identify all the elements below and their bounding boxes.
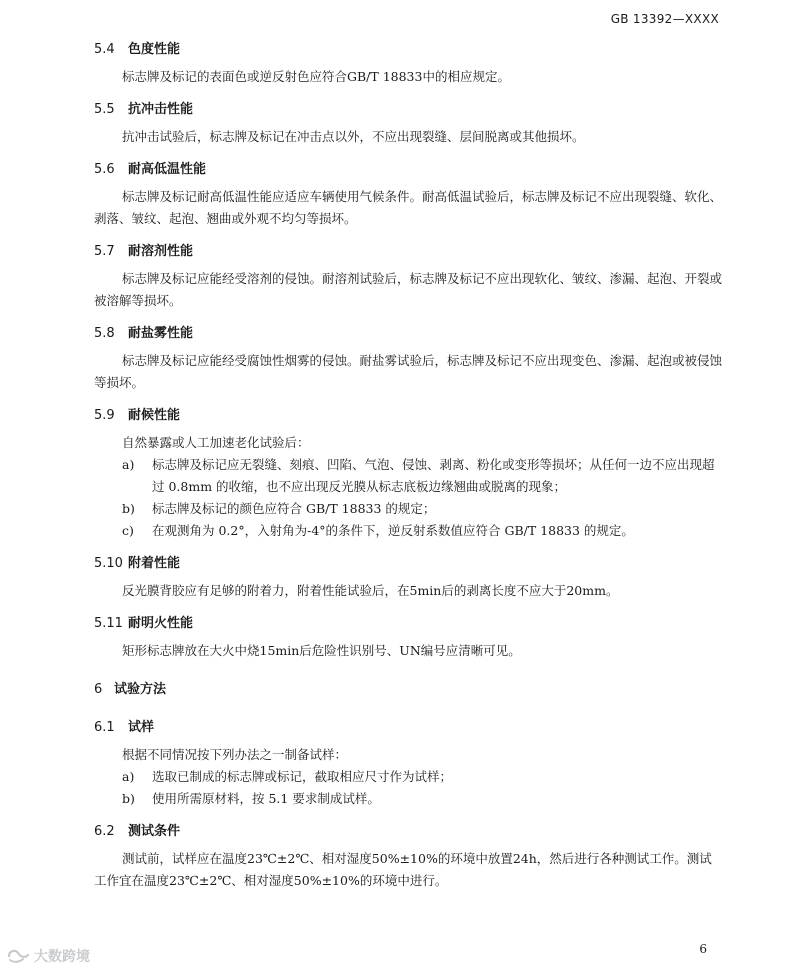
watermark-text: 大数跨境 xyxy=(34,949,90,965)
section-heading-5-4: 5.4 色度性能 xyxy=(94,42,181,57)
section-heading-5-6: 5.6 耐高低温性能 xyxy=(94,162,207,177)
page-number: 6 xyxy=(699,942,707,956)
list-item: a) 标志牌及标记应无裂缝、刻痕、凹陷、气泡、侵蚀、剥离、粉化或变形等损坏；从任何一边不应出现超过 0.8mm 的收缩，也不应出现反光膜从标志底板边缘翘曲或脱离的现象； xyxy=(122,457,715,494)
list-item: b) 使用所需原材料，按 5.1 要求制成试样。 xyxy=(122,791,380,806)
section-heading-5-11: 5.11 耐明火性能 xyxy=(94,616,194,631)
section-heading-6-2: 6.2 测试条件 xyxy=(94,824,181,839)
header-divider xyxy=(92,33,719,34)
section-heading-5-7: 5.7 耐溶剂性能 xyxy=(94,244,194,259)
watermark xyxy=(6,946,90,966)
section-paragraph: 矩形标志牌放在大火中烧15min后危险性识别号、UN编号应清晰可见。 xyxy=(122,643,521,658)
brand-logo-icon xyxy=(6,947,32,965)
section-paragraph: 标志牌及标记应能经受腐蚀性烟雾的侵蚀。耐盐雾试验后，标志牌及标记不应出现变色、渗漏、起泡或被侵蚀等损坏。 xyxy=(94,353,723,390)
standard-code: GB 13392—XXXX xyxy=(610,12,719,26)
section-paragraph: 根据不同情况按下列办法之一制备试样： xyxy=(122,747,348,762)
section-paragraph: 标志牌及标记耐高低温性能应适应车辆使用气候条件。耐高低温试验后，标志牌及标记不应出现裂缝、软化、剥落、皱纹、起泡、翘曲或外观不均匀等损坏。 xyxy=(94,189,723,226)
section-paragraph: 自然暴露或人工加速老化试验后： xyxy=(122,435,310,450)
section-paragraph: 标志牌及标记的表面色或逆反射色应符合GB/T 18833中的相应规定。 xyxy=(122,69,510,84)
chapter-heading-6: 6 试验方法 xyxy=(94,682,167,697)
list-item: b) 标志牌及标记的颜色应符合 GB/T 18833 的规定； xyxy=(122,501,436,516)
section-paragraph: 标志牌及标记应能经受溶剂的侵蚀。耐溶剂试验后，标志牌及标记不应出现软化、皱纹、渗漏、起泡、开裂或被溶解等损坏。 xyxy=(94,271,723,308)
section-heading-6-1: 6.1 试样 xyxy=(94,720,155,735)
list-item: a) 选取已制成的标志牌或标记，截取相应尺寸作为试样； xyxy=(122,769,453,784)
section-heading-5-9: 5.9 耐候性能 xyxy=(94,408,181,423)
section-paragraph: 测试前，试样应在温度23℃±2℃、相对湿度50%±10%的环境中放置24h，然后进行各种测试工作。测试工作宜在温度23℃±2℃、相对湿度50%±10%的环境中进行。 xyxy=(94,851,712,888)
section-heading-5-8: 5.8 耐盐雾性能 xyxy=(94,326,194,341)
section-heading-5-5: 5.5 抗冲击性能 xyxy=(94,102,194,117)
document-body xyxy=(94,40,724,892)
section-paragraph: 反光膜背胶应有足够的附着力，附着性能试验后，在5min后的剥离长度不应大于20mm。 xyxy=(122,583,619,598)
list-item: c) 在观测角为 0.2°，入射角为-4°的条件下，逆反射系数值应符合 GB/T 18833 的规定。 xyxy=(122,523,634,538)
section-paragraph: 抗冲击试验后，标志牌及标记在冲击点以外，不应出现裂缝、层间脱离或其他损坏。 xyxy=(122,129,585,144)
section-heading-5-10: 5.10 附着性能 xyxy=(94,556,181,571)
